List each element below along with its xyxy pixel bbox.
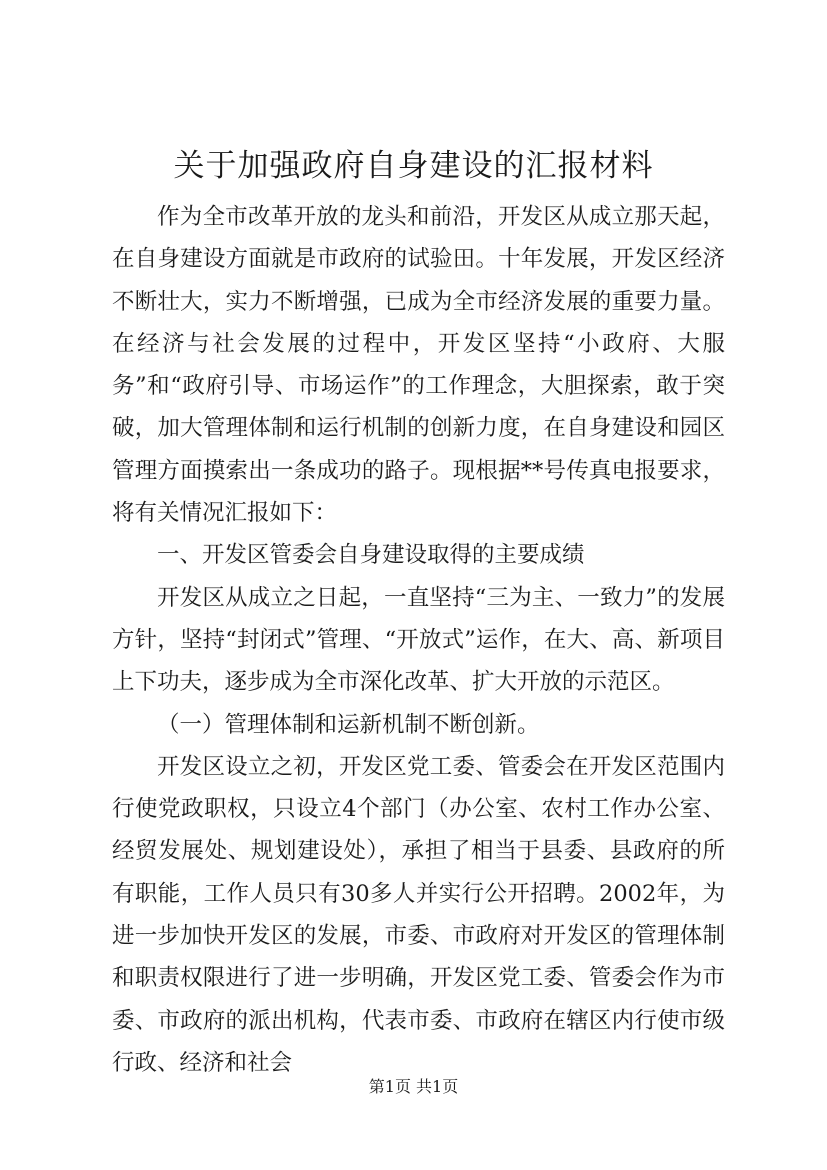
page-footer: 第1页 共1页 <box>368 1077 459 1096</box>
paragraph-intro: 作为全市改革开放的龙头和前沿，开发区从成立那天起，在自身建设方面就是市政府的试验田。十年发展，开发区经济不断壮大，实力不断增强，已成为全市经济发展的重要力量。在经济与社会发展的过程中，开发区坚持“小政府、大服务”和“政府引导、市场运作”的工作理念，大胆探索，敢于突破，加大管理体制和运行机制的创新力度，在自身建设和园区管理方面摸索出一条成功的路子。现根据**号传真电报要求，将有关情况汇报如下： <box>112 204 725 527</box>
document-title: 关于加强政府自身建设的汇报材料 <box>173 148 654 184</box>
document-body <box>112 196 725 1084</box>
paragraph-section-1: 开发区从成立之日起，一直坚持“三为主、一致力”的发展方针，坚持“封闭式”管理、“开放式”运作，在大、高、新项目上下功夫，逐步成为全市深化改革、扩大开放的示范区。 <box>112 584 725 696</box>
paragraph-subsection-1: 开发区设立之初，开发区党工委、管委会在开发区范围内行使党政职权，只设立4个部门（办公室、农村工作办公室、经贸发展处、规划建设处），承担了相当于县委、县政府的所有职能，工作人员只有30多人并实行公开招聘。2002年，为进一步加快开发区的发展，市委、市政府对开发区的管理体制和职责权限进行了进一步明确，开发区党工委、管委会作为市委、市政府的派出机构，代表市委、市政府在辖区内行使市级行政、经济和社会 <box>112 753 725 1076</box>
subsection-heading-1: （一）管理体制和运新机制不断创新。 <box>157 711 540 738</box>
section-heading-1: 一、开发区管委会自身建设取得的主要成绩 <box>157 542 585 569</box>
